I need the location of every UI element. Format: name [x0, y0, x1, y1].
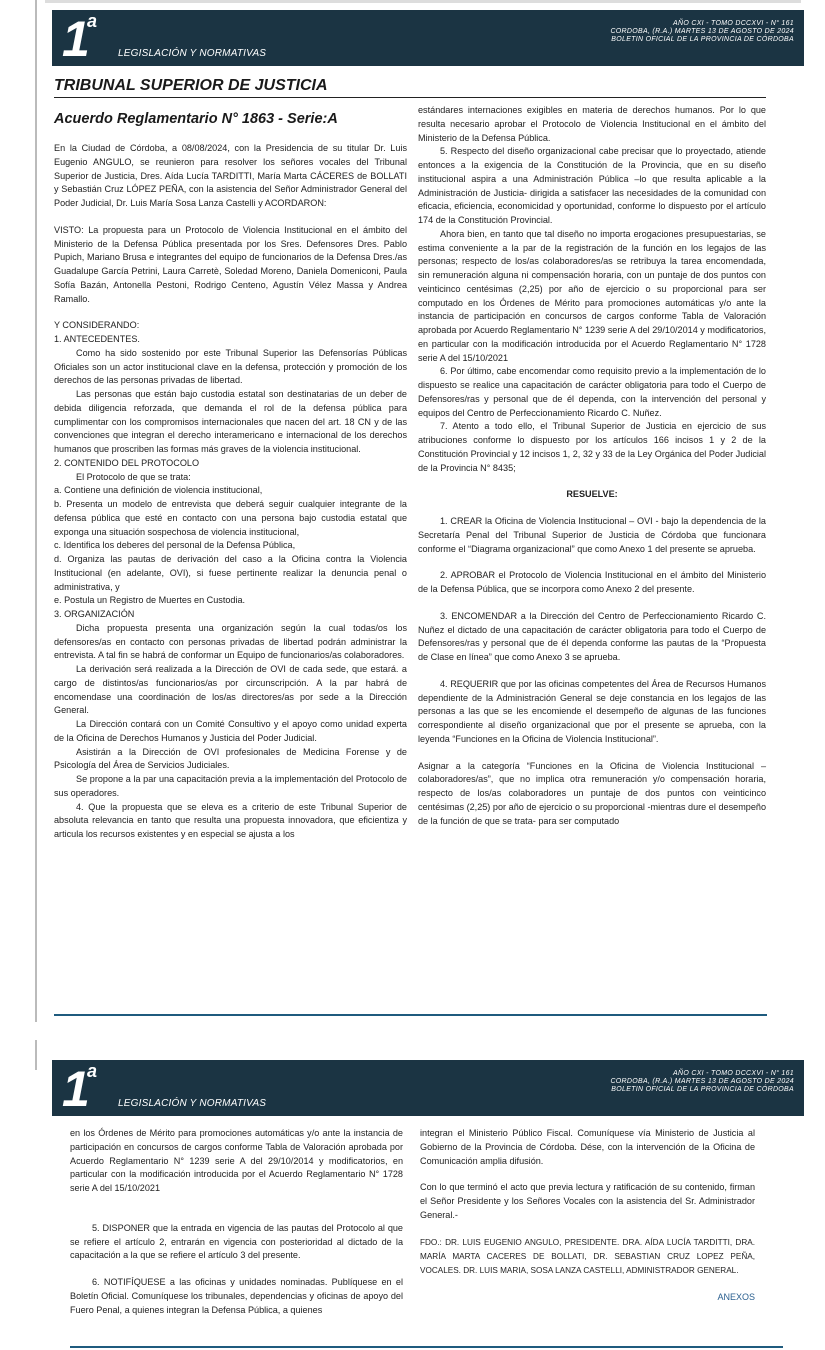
paragraph-spacer	[54, 211, 407, 224]
page-gap	[0, 1022, 825, 1040]
paragraph-spacer	[70, 1263, 403, 1276]
paragraph: VISTO: La propuesta para un Protocolo de Violencia Institucional en el ámbito del Ministerio de la Defensa Pública presentada por los Sres. Defensores Dres. Pablo Pupich, Mariano Brusa e integrantes del equipo de funcionarios de la Defensa Dres./as Guadalupe García Petrini, Laura Carretè, Soledad Moreno, Daniela Domeniconi, Paula Sofía Bazán, Antonella Pestoni, Rodrigo Centeno, Agustín Vélez Massa y Andrea Ramallo.	[54, 224, 407, 304]
tribunal-title: TRIBUNAL SUPERIOR DE JUSTICIA	[54, 77, 766, 98]
paragraph: 1. CREAR la Oficina de Violencia Institucional – OVI - bajo la dependencia de la Secretaría Penal del Tribunal Superior de Justicia de Córdoba que funcionara conforme el “Diagrama organizacional” que como Anexo 1 del presente se aprueba.	[418, 516, 766, 554]
paragraph: Asistirán a la Dirección de OVI profesionales de Medicina Forense y de Psicología del Área de Servicios Judiciales.	[54, 746, 407, 771]
paragraph: 5. Respecto del diseño organizacional cabe precisar que lo proyectado, atiende entonces a la exigencia de la Constitución de la Provincia, que en su diseño institucional aspira a una Administración Pública –lo que resulta aplicable a la Administración de Justicia- dirigida a satisfacer las necesidades de la comunidad con eficacia, eficiencia, economicidad y oportunidad, conforme lo dispuesto por el artículo 174 de la Constitución Provincial.	[418, 146, 766, 225]
paragraph: FDO.: DR. LUIS EUGENIO ANGULO, PRESIDENTE. DRA. AÍDA LUCÍA TARDITTI, DRA. MARÍA MARTA CACERES DE BOLLATI, DR. SEBASTIAN CRUZ LOPEZ PEÑA, VOCALES. DR. LUIS MARIA, SOSA LANZA CASTELLI, ADMINISTRADOR GENERAL.	[420, 1237, 755, 1275]
paragraph: Con lo que terminó el acto que previa lectura y ratificación de su contenido, firman el Señor Presidente y los Señores Vocales con la asistencia del Sr. Administrador General.-	[420, 1182, 755, 1220]
paragraph: Asignar a la categoría “Funciones en la Oficina de Violencia Institucional –colaboradores/as”, que no implica otra remuneración y/o compensación horaria, respecto de los/as colaboradores un puntaje de dos puntos con veinticinco centésimas (2,25) por año de ejercicio o su proporcional -mientras dure el desempeño de la función de que se trata- para ser computado	[418, 760, 766, 826]
page-edge-rule	[35, 1040, 37, 1070]
paragraph: 2. APROBAR el Protocolo de Violencia Institucional en el ámbito del Ministerio de la Defensa Pública, que se incorpora como Anexo 2 del presente.	[418, 570, 766, 594]
paragraph: La derivación será realizada a la Dirección de OVI de cada sede, que estará. a cargo de distintos/as funcionarios/as por circunscripción. A la par habrá de encomendase una coordinación de los/as directores/as por sede a la Dirección General.	[54, 664, 407, 716]
paragraph-spacer	[418, 747, 766, 760]
paragraph-spacer	[70, 1196, 403, 1209]
paragraph: RESUELVE:	[566, 489, 618, 500]
paragraph-spacer	[418, 597, 766, 610]
paragraph-spacer	[418, 502, 766, 515]
paragraph-spacer	[420, 1168, 755, 1181]
paragraph-spacer	[418, 665, 766, 678]
paragraph-spacer	[418, 556, 766, 569]
paragraph: c. Identifica los deberes del personal de la Defensa Pública,	[54, 540, 296, 551]
page2-right-column	[420, 1127, 755, 1304]
page-2	[0, 1040, 825, 1350]
paragraph: Como ha sido sostenido por este Tribunal Superior las Defensorías Públicas Oficiales son un actor institucional clave en la defensa, protección y promoción de los derechos de las personas privadas de libertad.	[54, 347, 407, 386]
paragraph: Se propone a la par una capacitación previa a la implementación del Protocolo de sus operadores.	[54, 774, 407, 798]
page2-left-column	[70, 1127, 403, 1317]
page1-left-column	[54, 104, 407, 842]
issue-info: AÑO CXI - TOMO DCCXVI - N° 161 CORDOBA, (R.A.) MARTES 13 DE AGOSTO DE 2024 BOLETIN OFICIAL DE LA PROVINCIA DE CÓRDOBA	[610, 1070, 794, 1093]
paragraph: estándares internaciones exigibles en materia de derechos humanos. Por lo que resulta necesario aprobar el Protocolo de Violencia Institucional en el ámbito del Ministerio de la Defensa Pública.	[418, 105, 766, 143]
paragraph: d. Organiza las pautas de derivación del caso a la Oficina contra la Violencia Institucional (en adelante, OVI), si fuese pertinente realizar la denuncia penal o administrativa, y	[54, 554, 407, 592]
issue-info: AÑO CXI - TOMO DCCXVI - N° 161 CORDOBA, (R.A.) MARTES 13 DE AGOSTO DE 2024 BOLETIN OFICIAL DE LA PROVINCIA DE CÓRDOBA	[610, 20, 794, 43]
paragraph-spacer	[54, 306, 407, 319]
page1-right-column	[418, 104, 766, 828]
paragraph: Las personas que están bajo custodia estatal son destinatarias de un deber de debida diligencia reforzada, que demanda el rol de la defensa pública para cumplimentar con los compromisos internacionales que nacen del art. 18 CN y de las convenciones que integran el derecho interamericano e internacional de los derechos humanos que proscriben las formas más graves de la violencia institucional.	[54, 389, 407, 454]
footer-rule	[54, 1014, 767, 1016]
paragraph: 4. Que la propuesta que se eleva es a criterio de este Tribunal Superior de absoluta relevancia en tanto que resulta una propuesta innovadora, que eficientiza y articula los recursos existentes y en especial se ajusta a los	[54, 801, 407, 839]
section-number: 1 a	[62, 11, 98, 67]
paragraph: a. Contiene una definición de violencia institucional,	[54, 485, 263, 496]
paragraph: 1. ANTECEDENTES.	[54, 334, 140, 344]
paragraph-spacer	[418, 475, 766, 488]
paragraph: e. Postula un Registro de Muertes en Custodia.	[54, 595, 246, 606]
paragraph: integran el Ministerio Público Fiscal. Comuníquese vía Ministerio de Justicia al Gobierno de la Provincia de Córdoba. Dése, con la intervención de la Oficina de Comunicación amplia difusión.	[420, 1128, 755, 1166]
top-rule	[45, 0, 801, 3]
paragraph: 3. ENCOMENDAR a la Dirección del Centro de Perfeccionamiento Ricardo C. Nuñez el dictado de una capacitación de carácter obligatoria para todo el Cuerpo de Defensores/ras y personal que de él dependa conforme las pautas de la “Propuesta de Clase en línea” que como Anexo 3 se aprueba.	[418, 610, 766, 662]
paragraph: 3. ORGANIZACIÓN	[54, 609, 135, 619]
paragraph: 7. Atento a todo ello, el Tribunal Superior de Justicia en ejercicio de sus atribuciones conforme lo dispuesto por los artículos 166 incisos 1 y 2 de la Constitución Provincial y 12 incisos 1, 2, 32 y 33 de la Ley Orgánica del Poder Judicial de la Provincia N° 8435;	[418, 421, 766, 473]
paragraph: 5. DISPONER que la entrada en vigencia de las pautas del Protocolo al que se refiere el artículo 2, entrarán en vigencia con posterioridad al dictado de la capacitación a la que se refiere el artículo 3 del presente.	[70, 1222, 403, 1261]
paragraph: 2. CONTENIDO DEL PROTOCOLO	[54, 457, 200, 468]
paragraph-spacer	[70, 1209, 403, 1222]
paragraph-spacer	[420, 1278, 755, 1291]
paragraph: Dicha propuesta presenta una organización según la cual todas/os los defensores/as en contacto con personas privadas de libertad podrán administrar la entrevista. A tal fin se habrá de conformar un Equipo de funcionarios/as colaboradores.	[54, 622, 407, 661]
section-number: 1 a	[62, 1061, 98, 1117]
paragraph: b. Presenta un modelo de entrevista que deberá seguir cualquier integrante de la defensa pública que esté en contacto con una persona bajo custodia estatal que exponga una situación sospechosa de violencia institucional,	[54, 499, 407, 537]
paragraph-spacer	[420, 1223, 755, 1236]
page-header	[52, 10, 804, 66]
paragraph: 4. REQUERIR que por las oficinas competentes del Área de Recursos Humanos dependiente de la Administración General se deje constancia en los legajos de las personas a las que se les encomiende el desempeño de algunas de las funciones correspondiente al diseño organizacional que por el presente se aprueba, con la leyenda “Funciones en la Oficina de Violencia Institucional”.	[418, 678, 766, 744]
section-title: LEGISLACIÓN Y NORMATIVAS	[118, 48, 267, 59]
section-title: LEGISLACIÓN Y NORMATIVAS	[118, 1098, 267, 1109]
paragraph: La Dirección contará con un Comité Consultivo y el apoyo como unidad experta de la Oficina de Derechos Humanos y Justicia del Poder Judicial.	[54, 719, 407, 743]
page-edge-rule	[35, 0, 37, 1022]
paragraph: Ahora bien, en tanto que tal diseño no importa erogaciones presupuestarias, se estima conveniente a la par de la registración de la función en los legajos de las personas; respecto de los/as colaboradores/as se retribuya la tarea encomendada, sin remuneración alguna ni compensación horaria, con un puntaje de dos puntos con veinticinco centésimas (2,25) por año de ejercicio o su proporcional para ser computado en los Órdenes de Mérito para promociones automáticas y/o ante la instancia de participación en concursos de cargos conforme Tabla de Valoración aprobada por Acuerdo Reglamentario N° 1239 serie A del 29/10/2014 y modificatorios, en particular con la modificación introducida por el Acuerdo Reglamentario N° 1728 serie A del 15/10/2021	[418, 228, 766, 363]
agreement-title: Acuerdo Reglamentario N° 1863 - Serie:A	[54, 111, 338, 127]
paragraph: Y CONSIDERANDO:	[54, 320, 140, 331]
paragraph: en los Órdenes de Mérito para promociones automáticas y/o ante la instancia de participación en concursos de cargos conforme Tabla de Valoración aprobada por Acuerdo Reglamentario N° 1239 serie A del 29/10/2014 y modificatorios, en particular con la modificación introducida por el Acuerdo Reglamentario N° 1728 serie A del 15/10/2021	[70, 1128, 403, 1193]
paragraph: 6. NOTIFÍQUESE a las oficinas y unidades nominadas. Publíquese en el Boletín Oficial. Comuníquese los tribunales, dependencias y oficinas de apoyo del Fuero Penal, a quienes integran la Defensa Pública, a quienes	[70, 1277, 403, 1315]
paragraph: En la Ciudad de Córdoba, a 08/08/2024, con la Presidencia de su titular Dr. Luis Eugenio ANGULO, se reunieron para resolver los señores vocales del Tribunal Superior de Justicia, Dres. Aída Lucía TARDITTI, María Marta CÁCERES de BOLLATI y Sebastián Cruz LÓPEZ PEÑA, con la asistencia del Señor Administrador General del Poder Judicial, Dr. Luis María Sosa Lanza Castelli y ACORDARON:	[54, 143, 407, 208]
paragraph: ANEXOS	[717, 1291, 755, 1302]
paragraph: El Protocolo de que se trata:	[76, 471, 191, 482]
footer-rule	[70, 1346, 783, 1348]
paragraph: 6. Por último, cabe encomendar como requisito previo a la implementación de lo dispuesto se realice una capacitación de carácter obligatoria para todo el Cuerpo de Defensores/ras y personal que de él dependa, con la intervención del personal y equipos del Centro de Perfeccionamiento Ricardo C. Nuñez.	[418, 366, 766, 418]
page-header	[52, 1060, 804, 1116]
